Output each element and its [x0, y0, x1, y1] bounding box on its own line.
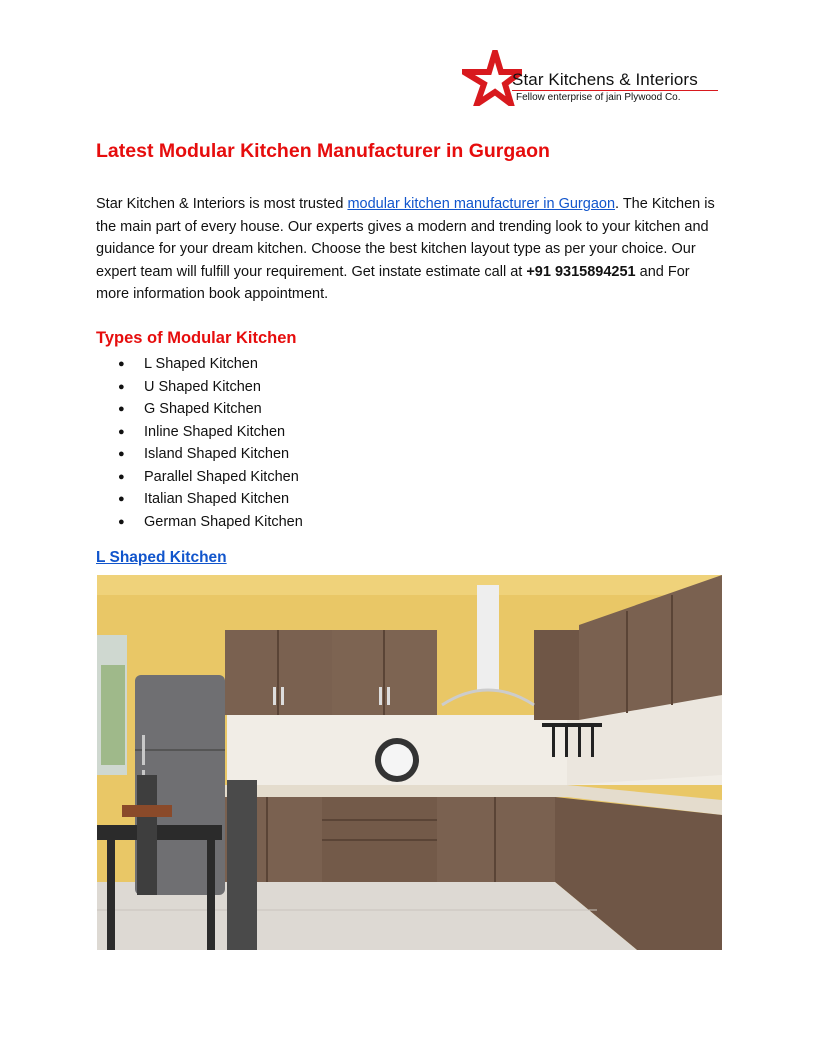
types-heading: Types of Modular Kitchen [96, 329, 297, 347]
kitchen-photo [97, 575, 722, 950]
list-item-label: Inline Shaped Kitchen [144, 423, 286, 440]
list-item [96, 511, 303, 534]
manufacturer-link[interactable]: modular kitchen manufacturer in Gurgaon [347, 196, 616, 212]
bullet-icon: ● [118, 380, 125, 393]
list-item-label: Italian Shaped Kitchen [144, 491, 290, 507]
kitchen-types-list [96, 353, 303, 533]
intro-text-start: Star Kitchen & Interiors is most trusted [96, 196, 348, 212]
list-item [96, 353, 303, 376]
bullet-icon: ● [118, 358, 125, 370]
phone-number: +91 9315894251 [526, 263, 636, 280]
logo-brand-name: Star Kitchens & Interiors [512, 70, 698, 89]
intro-paragraph [96, 193, 720, 306]
list-item [96, 488, 303, 511]
company-logo [462, 50, 722, 106]
list-item-label: Parallel Shaped Kitchen [144, 468, 299, 485]
page-title: Latest Modular Kitchen Manufacturer in Gurgaon [96, 140, 550, 162]
bullet-icon: ● [118, 493, 125, 505]
list-item [96, 398, 303, 421]
bullet-icon: ● [118, 403, 125, 415]
bullet-icon: ● [118, 448, 125, 460]
list-item-label: German Shaped Kitchen [144, 513, 303, 530]
list-item [96, 376, 303, 399]
bullet-icon: ● [118, 425, 125, 438]
l-shaped-kitchen-link[interactable]: L Shaped Kitchen [96, 549, 227, 566]
intro-text-middle: . The Kitchen is the main part of every house. Our experts gives a modern and trending look to your kitchen and guidance for your dream kitchen. Choose the best kitchen layout type as per your choice. Our expert team will fulfill your requirement. Get instate estimate call at [96, 196, 715, 280]
kitchen-illustration [97, 575, 722, 950]
list-item-label: L Shaped Kitchen [144, 356, 258, 372]
list-item [96, 466, 303, 489]
list-item [96, 443, 303, 466]
list-item [96, 421, 303, 444]
bullet-icon: ● [118, 470, 125, 483]
intro-text-end: and For more information book appointment. [96, 263, 690, 302]
list-item-label: Island Shaped Kitchen [144, 446, 290, 462]
logo-underline [512, 90, 718, 91]
logo-tagline: Fellow enterprise of jain Plywood Co. [516, 92, 681, 103]
list-item-label: G Shaped Kitchen [144, 401, 262, 417]
bullet-icon: ● [118, 515, 125, 528]
list-item-label: U Shaped Kitchen [144, 378, 261, 395]
